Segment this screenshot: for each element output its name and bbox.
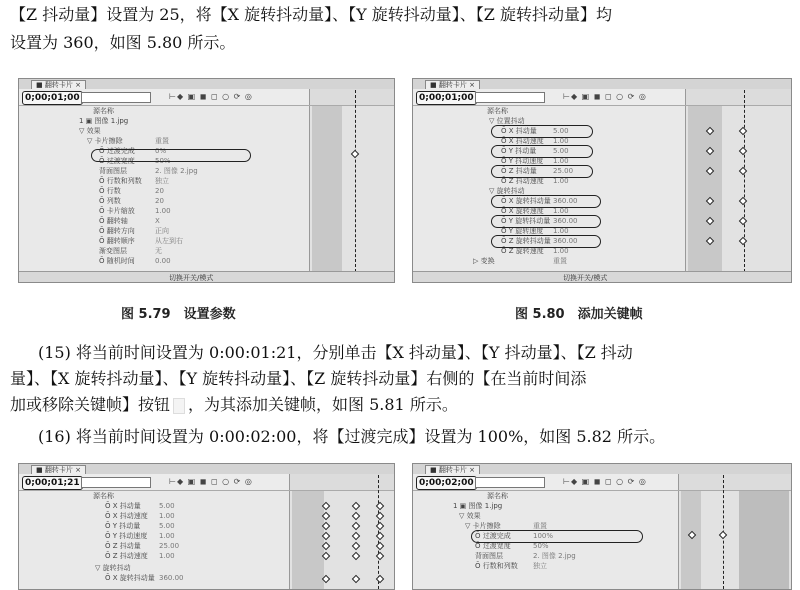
row-label: ▽ 旋转抖动 — [95, 564, 131, 572]
row-label: 源名称 — [487, 107, 508, 115]
list-item[interactable] — [19, 246, 309, 256]
list-item[interactable] — [19, 126, 309, 136]
row-value[interactable]: 2. 图像 2.jpg — [155, 167, 198, 175]
screenshot-fig-5-79 — [18, 78, 395, 283]
time-ruler[interactable] — [678, 474, 791, 490]
list-item[interactable] — [19, 541, 289, 551]
paragraph-text: 【Z 抖动量】设置为 25，将【X 旋转抖动量】、【Y 旋转抖动量】、【Z 旋转抖动量】均 — [10, 5, 612, 24]
row-label: Ō Y 旋转速度 — [501, 227, 544, 235]
row-label: Ō 行数 — [99, 187, 121, 195]
row-label: Ō 过渡完成 — [475, 532, 511, 540]
work-area-band — [312, 106, 342, 272]
row-label: Ō Y 抖动速度 — [105, 532, 148, 540]
paragraph-text: 设置为 360，如图 5.80 所示。 — [10, 33, 236, 52]
row-value[interactable]: 50% — [155, 157, 171, 165]
row-value[interactable]: 20 — [155, 187, 164, 195]
paragraph-text: 量】、【X 旋转抖动量】、【Y 旋转抖动量】、【Z 旋转抖动量】右侧的【在当前时间添 — [10, 369, 587, 388]
current-time-display[interactable]: 0;00;01;00 — [416, 91, 477, 105]
row-value[interactable]: 1.00 — [159, 552, 175, 560]
row-label: Ō Y 抖动速度 — [501, 157, 544, 165]
row-label: Ō X 抖动量 — [501, 127, 537, 135]
panel-tab[interactable]: ■ 翻转卡片 × — [425, 80, 480, 89]
row-label: Ō 过渡宽度 — [99, 157, 135, 165]
row-label: ▽ 卡片擦除 — [465, 522, 501, 530]
keyframe-marker[interactable] — [351, 150, 359, 158]
row-value[interactable]: 360.00 — [553, 217, 578, 225]
panel-tab[interactable]: ■ 翻转卡片 × — [31, 465, 86, 474]
search-input[interactable] — [81, 92, 151, 103]
row-label: ▽ 位置抖动 — [489, 117, 525, 125]
row-label: Ō Y 抖动量 — [501, 147, 537, 155]
row-label: 源名称 — [93, 107, 114, 115]
highlight-oval — [491, 165, 593, 178]
row-value[interactable]: 0.00 — [155, 257, 171, 265]
row-label: Ō Y 抖动量 — [105, 522, 141, 530]
row-value[interactable]: 360.00 — [553, 197, 578, 205]
toggle-switches-label[interactable]: 切换开关/模式 — [563, 274, 608, 282]
current-time-indicator[interactable] — [744, 90, 746, 272]
row-label: Ō 随机时间 — [99, 257, 135, 265]
current-time-display[interactable]: 0;00;01;00 — [22, 91, 83, 105]
row-label: 源名称 — [487, 492, 508, 500]
row-label: Ō X 抖动量 — [105, 502, 141, 510]
figure-caption: 图 5.80 添加关键帧 — [515, 307, 643, 322]
row-label: Ō Z 旋转速度 — [501, 247, 544, 255]
paragraph-text: (15) 将当前时间设置为 0:00:01:21，分别单击【X 抖动量】、【Y 抖动量】、【Z 抖动 — [38, 343, 633, 362]
list-item[interactable] — [19, 186, 309, 196]
paragraph-text-segment: ，为其添加关键帧，如图 5.81 所示。 — [188, 395, 458, 414]
list-item[interactable] — [19, 256, 309, 266]
row-label: 背面图层 — [475, 552, 503, 560]
highlight-oval — [491, 125, 593, 138]
toggle-switches-label[interactable]: 切换开关/模式 — [169, 274, 214, 282]
row-label: 1 ▣ 图像 1.jpg — [79, 117, 129, 125]
row-label: ▽ 旋转抖动 — [489, 187, 525, 195]
list-item[interactable] — [19, 116, 309, 126]
row-value[interactable]: 1.00 — [159, 512, 175, 520]
toolbar-icons[interactable]: ⊢◆ ▣ ◼ ◻ ○ ⟳ ◎ — [563, 477, 647, 486]
list-item[interactable] — [19, 236, 309, 246]
list-item[interactable] — [19, 136, 309, 146]
list-item[interactable] — [19, 216, 309, 226]
highlight-oval — [491, 235, 601, 248]
row-value[interactable]: 360.00 — [159, 574, 184, 582]
row-value[interactable]: 0% — [155, 147, 167, 155]
panel-tab[interactable]: ■ 翻转卡片 × — [31, 80, 86, 89]
row-label: ▽ 效果 — [79, 127, 101, 135]
row-value[interactable]: 5.00 — [553, 127, 569, 135]
row-label: Ō X 抖动速度 — [501, 137, 544, 145]
row-label: ▷ 变换 — [473, 257, 495, 265]
panel-footer — [19, 271, 394, 282]
row-value[interactable]: 无 — [155, 247, 162, 255]
list-item[interactable] — [19, 521, 289, 531]
row-value[interactable]: 独立 — [155, 177, 169, 185]
list-item[interactable] — [19, 551, 289, 561]
list-item[interactable] — [413, 551, 678, 561]
list-item[interactable] — [19, 501, 289, 511]
row-value[interactable]: X — [155, 217, 160, 225]
toolbar-icons[interactable]: ⊢◆ ▣ ◼ ◻ ○ ⟳ ◎ — [563, 92, 647, 101]
row-value[interactable]: 100% — [533, 532, 554, 540]
row-value[interactable]: 20 — [155, 197, 164, 205]
current-time-display[interactable]: 0;00;01;21 — [22, 476, 83, 490]
row-value[interactable]: 1.00 — [553, 227, 569, 235]
row-value[interactable]: 25.00 — [159, 542, 180, 550]
row-label: Ō 过渡完成 — [99, 147, 135, 155]
highlight-oval — [91, 149, 251, 162]
row-value[interactable]: 1.00 — [155, 207, 171, 215]
list-item[interactable] — [413, 501, 678, 511]
row-label: Ō 翻转顺序 — [99, 237, 135, 245]
row-label: Ō 翻转方向 — [99, 227, 135, 235]
current-time-indicator[interactable] — [355, 90, 357, 272]
row-label: ▽ 卡片擦除 — [87, 137, 123, 145]
row-value[interactable]: 1.00 — [553, 177, 569, 185]
row-value[interactable]: 1.00 — [553, 137, 569, 145]
row-value[interactable]: 1.00 — [553, 157, 569, 165]
row-value[interactable]: 从左到右 — [155, 237, 183, 245]
row-value[interactable]: 重置 — [155, 137, 169, 145]
row-label: Ō Z 抖动速度 — [105, 552, 148, 560]
search-input[interactable] — [81, 477, 151, 488]
row-label: 1 ▣ 图像 1.jpg — [453, 502, 503, 510]
list-item[interactable] — [19, 563, 289, 573]
row-label: Ō Z 抖动量 — [105, 542, 141, 550]
row-value[interactable]: 1.00 — [553, 247, 569, 255]
list-item[interactable] — [19, 106, 309, 116]
list-item[interactable] — [19, 226, 309, 236]
row-value[interactable]: 2. 图像 2.jpg — [533, 552, 576, 560]
row-label: Ō Z 抖动量 — [501, 167, 537, 175]
list-item[interactable] — [413, 491, 678, 501]
row-label: Ō Y 旋转抖动量 — [501, 217, 551, 225]
current-time-display[interactable]: 0;00;02;00 — [416, 476, 477, 490]
time-ruler[interactable] — [685, 89, 791, 105]
row-value[interactable]: 50% — [533, 542, 549, 550]
highlight-oval — [491, 145, 593, 158]
list-item[interactable] — [413, 256, 685, 266]
row-label: ▽ 效果 — [459, 512, 481, 520]
row-label: 渐变图层 — [99, 247, 127, 255]
row-value[interactable]: 重置 — [533, 522, 547, 530]
row-value[interactable]: 5.00 — [159, 522, 175, 530]
row-label: 源名称 — [93, 492, 114, 500]
highlight-oval — [471, 530, 643, 543]
paragraph-text — [10, 392, 790, 418]
panel-footer — [413, 271, 791, 282]
screenshot-fig-5-80 — [412, 78, 792, 283]
row-value[interactable]: 正向 — [155, 227, 169, 235]
panel-tab[interactable]: ■ 翻转卡片 × — [425, 465, 480, 474]
screenshot-fig-5-81 — [18, 463, 395, 590]
keyframe-marker[interactable] — [719, 531, 727, 539]
timeline-track-area[interactable] — [678, 491, 791, 589]
work-area-band — [681, 491, 701, 589]
row-value[interactable]: 重置 — [553, 257, 567, 265]
row-label: Ō 过渡宽度 — [475, 542, 511, 550]
row-label: Ō 卡片缩放 — [99, 207, 135, 215]
keyframe-button-icon — [173, 398, 185, 414]
figure-caption: 图 5.79 设置参数 — [121, 307, 236, 322]
layer-rows — [19, 491, 289, 589]
layer-rows — [19, 106, 309, 272]
list-item[interactable] — [413, 561, 678, 571]
row-label: Ō 行数和列数 — [475, 562, 518, 570]
row-label: Ō Z 旋转抖动量 — [501, 237, 551, 245]
toolbar-icons[interactable]: ⊢◆ ▣ ◼ ◻ ○ ⟳ ◎ — [169, 92, 253, 101]
row-label: Ō X 旋转抖动量 — [105, 574, 155, 582]
list-item[interactable] — [19, 531, 289, 541]
row-label: Ō X 抖动速度 — [105, 512, 148, 520]
timeline-track-area[interactable] — [309, 106, 394, 272]
search-input[interactable] — [475, 477, 545, 488]
search-input[interactable] — [475, 92, 545, 103]
work-area-band — [292, 491, 324, 589]
row-value[interactable]: 1.00 — [159, 532, 175, 540]
row-value[interactable]: 25.00 — [553, 167, 574, 175]
row-label: 背面图层 — [99, 167, 127, 175]
work-area-band — [739, 491, 789, 589]
row-value[interactable]: 1.00 — [553, 207, 569, 215]
list-item[interactable] — [413, 106, 685, 116]
list-item[interactable] — [19, 196, 309, 206]
highlight-oval — [491, 195, 601, 208]
row-label: Ō 行数和列数 — [99, 177, 142, 185]
time-ruler[interactable] — [309, 89, 394, 105]
list-item[interactable] — [19, 206, 309, 216]
screenshot-fig-5-82 — [412, 463, 792, 590]
list-item[interactable] — [19, 166, 309, 176]
row-value[interactable]: 独立 — [533, 562, 547, 570]
row-label: Ō Z 抖动速度 — [501, 177, 544, 185]
list-item[interactable] — [19, 511, 289, 521]
list-item[interactable] — [19, 491, 289, 501]
row-label: Ō X 旋转抖动量 — [501, 197, 551, 205]
toolbar-icons[interactable]: ⊢◆ ▣ ◼ ◻ ○ ⟳ ◎ — [169, 477, 253, 486]
row-label: Ō 列数 — [99, 197, 121, 205]
row-value[interactable]: 5.00 — [553, 147, 569, 155]
list-item[interactable] — [413, 511, 678, 521]
highlight-oval — [491, 215, 601, 228]
paragraph-text-segment: 加或移除关键帧】按钮 — [10, 395, 171, 414]
row-label: Ō 翻转轴 — [99, 217, 128, 225]
list-item[interactable] — [19, 176, 309, 186]
row-value[interactable]: 5.00 — [159, 502, 175, 510]
row-label: Ō X 旋转速度 — [501, 207, 544, 215]
paragraph-text: (16) 将当前时间设置为 0:00:02:00，将【过渡完成】设置为 100%，如图 5.82 所示。 — [38, 427, 666, 446]
row-value[interactable]: 360.00 — [553, 237, 578, 245]
